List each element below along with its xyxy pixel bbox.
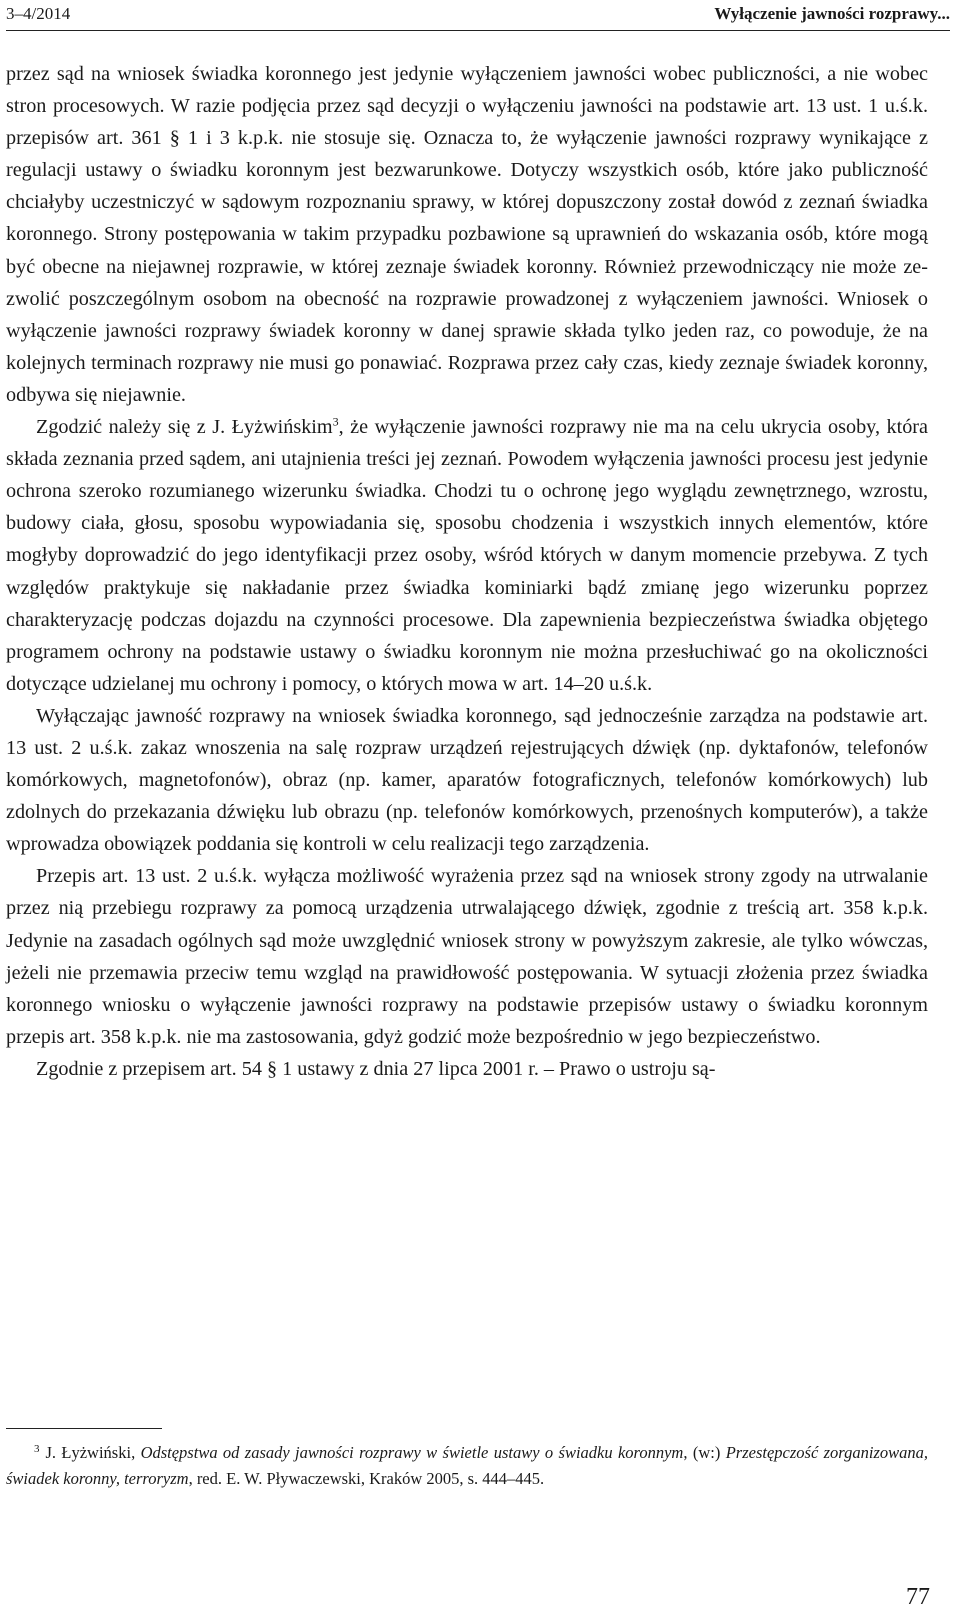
paragraph-2-rest: , że wyłączenie jawności rozprawy nie ma na celu ukrycia osoby, która składa zeznania przed sądem, ani utajnienia treści jej zeznań. Powodem wyłączenia jawności procesu jest jedynie ochrona szeroko rozumianego wizerunku świadka. Chodzi tu o ochronę jego wyglądu zewnętrznego, wzrostu, budowy ciała, głosu, sposobu wypowiadania się, sposobu chodzenia i wszystkich innych elementów, które mogłyby doprowadzić do jego identyfikacji przez osoby, wśród których w danym momencie przebywa. Z tych względów praktykuje się nakładanie przez świadka kominiarki bądź zmianę jego wizerunku poprzez charakteryzację podczas dojazdu na czynności procesowe. Dla zapewnienia bezpieczeństwa świadka objętego programem ochrony na podstawie ustawy o świadku koronnym nie można przesłuchiwać go na okoliczności dotyczące udzielanej mu ochrony i pomocy, o których mowa w art. 14–20 u.ś.k. (6, 416, 928, 695)
running-title: Wyłączenie jawności rozprawy... (714, 4, 950, 23)
footnote-book: Przestępczość zorganizowana, świadek koronny, terroryzm (6, 1443, 928, 1488)
paragraph-2-start: Zgodzić należy się z J. Łyżwińskim (36, 416, 333, 439)
paragraph-5: Zgodnie z przepisem art. 54 § 1 ustawy z dnia 27 lipca 2001 r. – Prawo o ustroju są- (36, 1057, 716, 1080)
footnote-reference[interactable]: 3 (332, 414, 339, 429)
footnote-separator (6, 1428, 162, 1429)
page-number: 77 (906, 1584, 930, 1610)
footnote-rest: , red. E. W. Pływaczewski, Kraków 2005, s. 444–445. (188, 1469, 545, 1488)
main-text (6, 58, 928, 1085)
paragraph-3: Wyłączając jawność rozprawy na wniosek świadka koronnego, sąd jednocześnie zarządza na podstawie art. 13 ust. 2 u.ś.k. zakaz wnoszenia na salę rozpraw urządzeń rejestrujących dźwięk (np. dyktafonów, telefonów komórkowych, magnetofonów), obraz (np. kamer, aparatów fotograficznych, telefonów komórkowych) lub zdolnych do przekazania dźwięku lub obrazu (np. telefonów komórkowych, przenośnych komputerów), a także wprowadza obowiązek poddania się kontroli w celu realizacji tego zarządzenia. (6, 704, 928, 856)
footnote (6, 1440, 928, 1492)
footnote-title: Odstępstwa od zasady jawności rozprawy w świetle ustawy o świadku koronnym (140, 1443, 684, 1462)
footnote-author: J. Łyżwiński, (45, 1443, 141, 1462)
running-header (6, 0, 950, 31)
footnote-in-label: , (w:) (683, 1443, 726, 1462)
paragraph-4: Przepis art. 13 ust. 2 u.ś.k. wyłącza możliwość wyrażenia przez sąd na wniosek strony zgody na utrwalanie przez nią przebiegu rozprawy za pomocą urządzenia utrwalającego dźwięk, zgodnie z treścią art. 358 k.p.k. Jedynie na zasadach ogólnych sąd może uwzględnić wniosek strony w powyższym zakresie, ale tylko wówczas, jeżeli nie przemawia przeciw temu wzgląd na prawidłowość postępowania. W sytuacji złożenia przez świadka koronnego wniosku o wyłączenie jawności rozprawy na podstawie przepisów ustawy o świadku koronnym przepis art. 358 k.p.k. nie ma zastosowania, gdyż godzić może bezpośrednio w jego bezpieczeństwo. (6, 865, 928, 1048)
issue-number: 3–4/2014 (6, 4, 71, 23)
footnote-number: 3 (34, 1442, 40, 1455)
paragraph-2 (6, 411, 928, 700)
paragraph-1: przez sąd na wniosek świadka koronnego jest jedynie wyłączeniem jawności wobec publiczności, a nie wobec stron procesowych. W razie podjęcia przez sąd decyzji o wyłączeniu jawności na podstawie art. 13 ust. 1 u.ś.k. przepisów art. 361 § 1 i 3 k.p.k. nie stosuje się. Oznacza to, że wyłączenie jawności rozprawy wynikające z regulacji ustawy o świadku koronnym jest bezwarunkowe. Dotyczy wszystkich osób, które jako publiczność chciałyby uczestniczyć w sądowym rozpoznaniu sprawy, w której dopuszczony został dowód z zeznań świadka koronnego. Strony postępowania w takim przypadku pozbawione są uprawnień do wskazania osób, które mogą być obecne na niejawnej rozprawie, w której zeznaje świadek koronny. Również przewodniczący nie może zezwolić poszczególnym osobom na obecność na rozprawie prowadzonej z wyłączeniem jawności. Wniosek o wyłączenie jawności rozprawy świadek koronny w danej sprawie składa tylko jeden raz, co powoduje, że na kolejnych terminach rozprawy nie musi go ponawiać. Rozprawa przez cały czas, kiedy zeznaje świadek koronny, odbywa się niejawnie. (6, 63, 928, 406)
